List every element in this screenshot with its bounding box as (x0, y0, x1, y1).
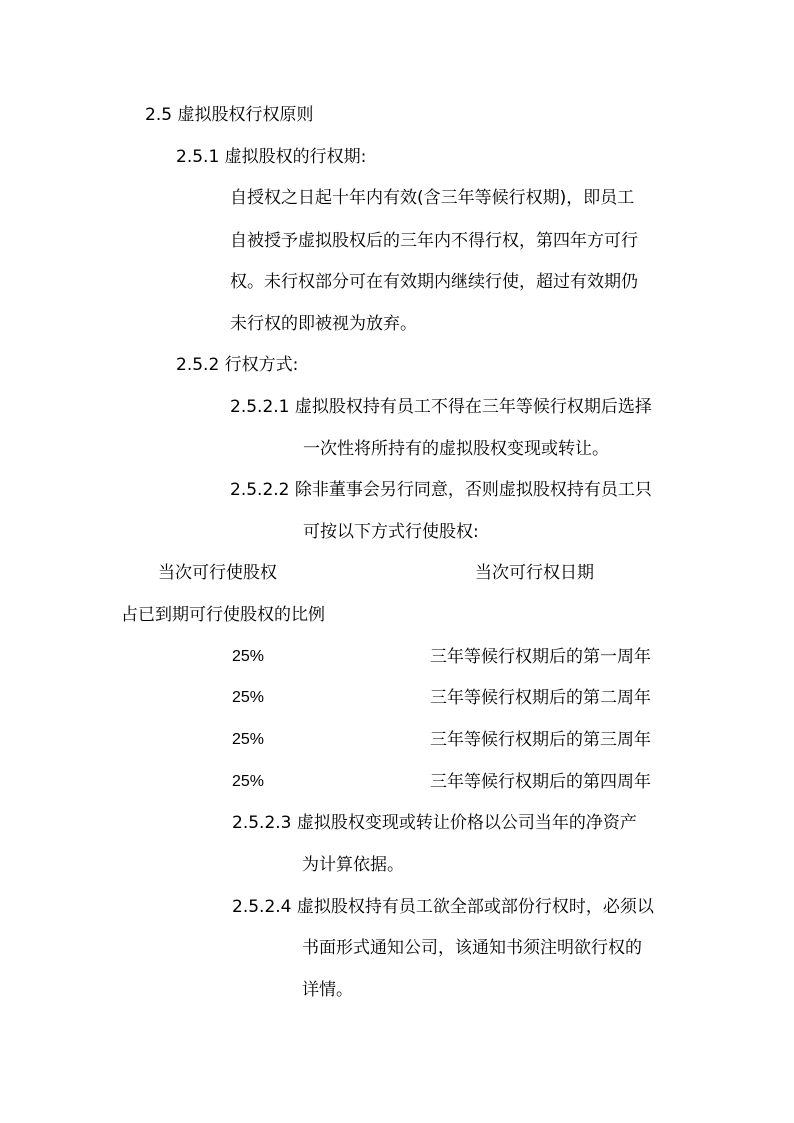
table-cell-pct: 25% (232, 731, 265, 748)
paragraph-line: 未行权的即被视为放弃。 (230, 314, 417, 334)
table-cell-pct: 25% (232, 773, 265, 790)
table-header-col1-cont: 占已到期可行使股权的比例 (121, 605, 325, 625)
section-heading-2-5-1: 2.5.1 虚拟股权的行权期: (176, 147, 367, 167)
clause-2-5-2-4-line3: 详情。 (302, 980, 353, 1000)
table-cell-pct: 25% (232, 689, 265, 706)
table-cell-date: 三年等候行权期后的第四周年 (430, 772, 651, 792)
clause-2-5-2-1-line2: 一次性将所持有的虚拟股权变现或转让。 (303, 439, 609, 459)
clause-2-5-2-3-line1: 2.5.2.3 虚拟股权变现或转让价格以公司当年的净资产 (232, 813, 637, 833)
table-cell-date: 三年等候行权期后的第二周年 (430, 688, 651, 708)
clause-2-5-2-4-line2: 书面形式通知公司，该通知书须注明欲行权的 (302, 938, 642, 958)
clause-2-5-2-2-line1: 2.5.2.2 除非董事会另行同意，否则虚拟股权持有员工只 (230, 480, 652, 500)
clause-2-5-2-4-line1: 2.5.2.4 虚拟股权持有员工欲全部或部份行权时，必须以 (232, 897, 654, 917)
paragraph-line: 自授权之日起十年内有效(含三年等候行权期)，即员工 (230, 188, 635, 208)
paragraph-line: 权。未行权部分可在有效期内继续行使，超过有效期仍 (230, 272, 638, 292)
section-heading-2-5-2: 2.5.2 行权方式: (176, 355, 299, 375)
table-cell-date: 三年等候行权期后的第三周年 (430, 730, 651, 750)
table-header-col2: 当次可行权日期 (475, 563, 594, 583)
clause-2-5-2-2-line2: 可按以下方式行使股权: (303, 522, 479, 542)
table-header-col1: 当次可行使股权 (158, 563, 277, 583)
clause-2-5-2-1-line1: 2.5.2.1 虚拟股权持有员工不得在三年等候行权期后选择 (230, 397, 652, 417)
clause-2-5-2-3-line2: 为计算依据。 (302, 855, 404, 875)
section-heading-2-5: 2.5 虚拟股权行权原则 (145, 105, 314, 125)
paragraph-line: 自被授予虚拟股权后的三年内不得行权，第四年方可行 (230, 231, 638, 251)
table-cell-pct: 25% (232, 648, 265, 665)
table-cell-date: 三年等候行权期后的第一周年 (430, 647, 651, 667)
